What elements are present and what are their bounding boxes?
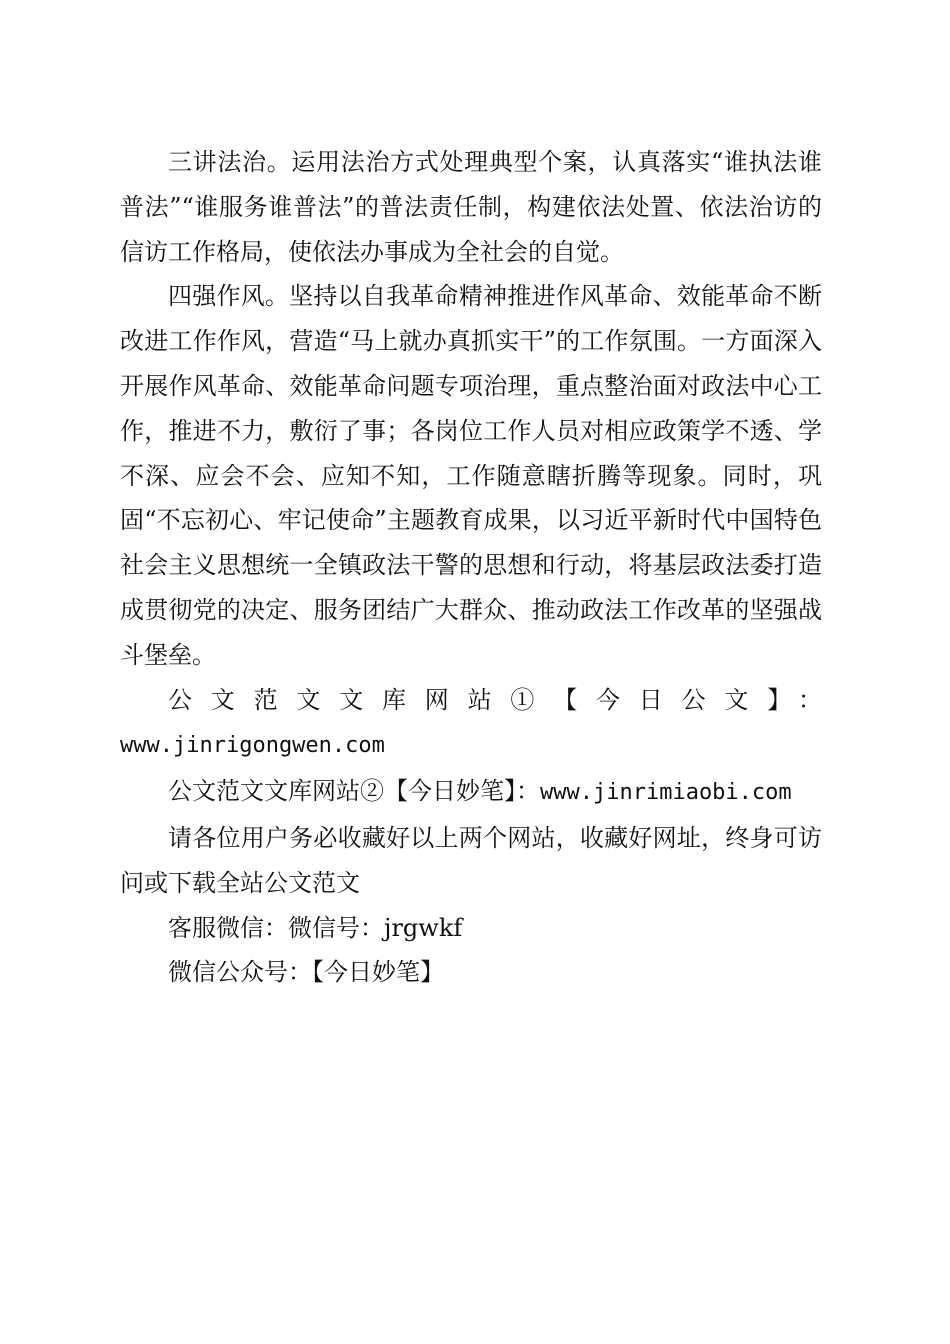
official-account-line: 微信公众号：【今日妙笔】 (168, 958, 444, 987)
site1-label: 公文范文文库网站①【今日公文】： (168, 685, 822, 714)
paragraph-rule-of-law: 三讲法治。运用法治方式处理典型个案，认真落实“谁执法谁普法”“谁服务谁普法”的普法责任制，构建依法处置、依法治访的信访工作格局，使依法办事成为全社会的自觉。 (120, 148, 822, 266)
notice-paragraph: 请各位用户务必收藏好以上两个网站，收藏好网址，终身可访问或下载全站公文范文 (120, 823, 822, 897)
site2-line (120, 769, 822, 816)
site2-label: 公文范文文库网站②【今日妙笔】： (168, 777, 540, 806)
site1-url-line (120, 722, 822, 769)
paragraph-work-style: 四强作风。坚持以自我革命精神推进作风革命、效能革命不断改进工作作风，营造“马上就办真抓实干”的工作氛围。一方面深入开展作风革命、效能革命问题专项治理，重点整治面对政法中心工作，推进不力，敷衍了事；各岗位工作人员对相应政策学不透、学不深、应会不会、应知不知，工作随意瞎折腾等现象。同时，巩固“不忘初心、牢记使命”主题教育成果，以习近平新时代中国特色社会主义思想统一全镇政法干警的思想和行动，将基层政法委打造成贯彻党的决定、服务团结广大群众、推动政法工作改革的坚强战斗堡垒。 (120, 282, 822, 669)
document-body (120, 140, 822, 995)
service-wechat-line: 客服微信：微信号：jrgwkf (168, 913, 463, 942)
site2-url[interactable]: www.jinrimiaobi.com (540, 780, 792, 806)
site1-line (120, 678, 822, 723)
site1-url[interactable]: www.jinrigongwen.com (120, 733, 385, 759)
